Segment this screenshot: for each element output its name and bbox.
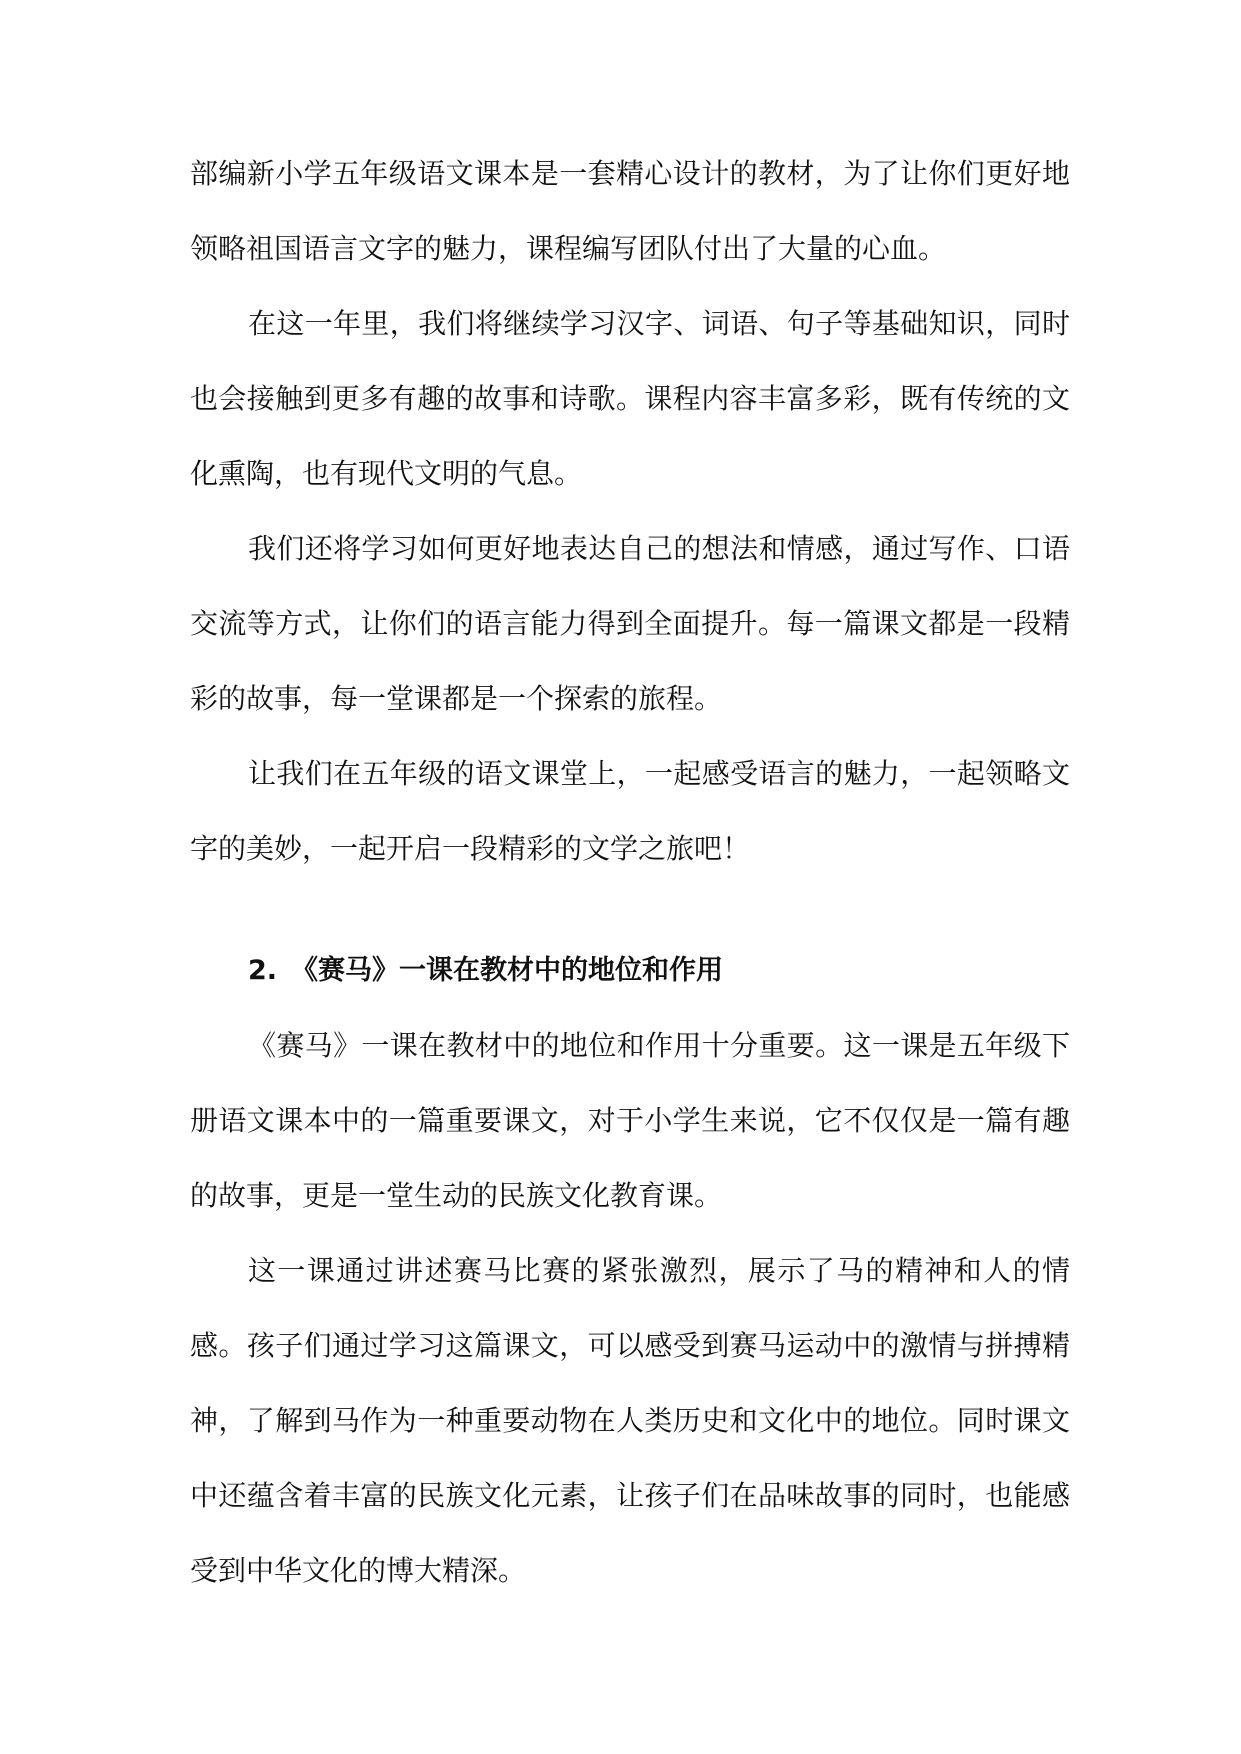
paragraph-expression: 我们还将学习如何更好地表达自己的想法和情感，通过写作、口语交流等方式，让你们的语言能力得到全面提升。每一篇课文都是一段精彩的故事，每一堂课都是一个探索的旅程。 (190, 532, 1070, 715)
paragraph-lesson-content: 这一课通过讲述赛马比赛的紧张激烈，展示了马的精神和人的情感。孩子们通过学习这篇课文，可以感受到赛马运动中的激情与拼搏精神，了解到马作为一种重要动物在人类历史和文化中的地位。同时课文中还蕴含着丰富的民族文化元素，让孩子们在品味故事的同时，也能感受到中华文化的博大精深。 (190, 1254, 1070, 1587)
section-heading (190, 933, 1070, 1008)
document-page (190, 136, 1070, 1608)
paragraph-lesson-role: 《赛马》一课在教材中的地位和作用十分重要。这一课是五年级下册语文课本中的一篇重要课文，对于小学生来说，它不仅仅是一篇有趣的故事，更是一堂生动的民族文化教育课。 (190, 1029, 1070, 1212)
paragraph-intro: 部编新小学五年级语文课本是一套精心设计的教材，为了让你们更好地领略祖国语言文字的魅力，课程编写团队付出了大量的心血。 (190, 157, 1070, 265)
paragraph-year-content: 在这一年里，我们将继续学习汉字、词语、句子等基础知识，同时也会接触到更多有趣的故事和诗歌。课程内容丰富多彩，既有传统的文化熏陶，也有现代文明的气息。 (190, 307, 1070, 490)
section-title: 《赛马》一课在教材中的地位和作用 (291, 955, 724, 986)
section-number: 2. (248, 955, 278, 986)
paragraph-invitation: 让我们在五年级的语文课堂上，一起感受语言的魅力，一起领略文字的美妙，一起开启一段精彩的文学之旅吧！ (190, 757, 1070, 865)
